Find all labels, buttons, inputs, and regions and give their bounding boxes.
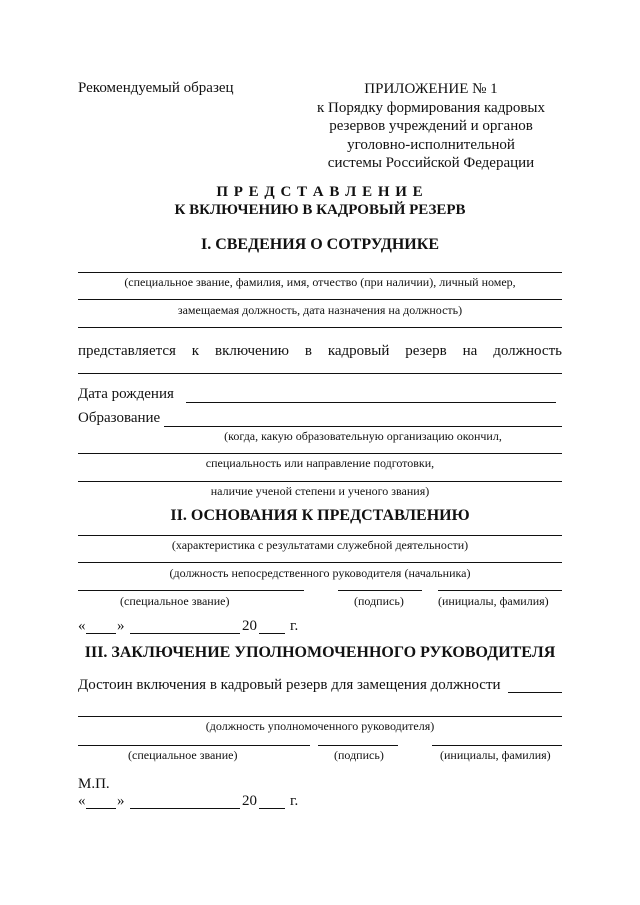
appendix-line: резервов учреждений и органов — [329, 118, 533, 134]
hint-initials: (инициалы, фамилия) — [438, 594, 549, 608]
hint-education-3: наличие ученой степени и ученого звания) — [210, 484, 430, 498]
presented-word: кадровый — [327, 343, 390, 359]
section-1-heading: I. СВЕДЕНИЯ О СОТРУДНИКЕ — [200, 236, 440, 253]
date-open-quote: « — [78, 618, 86, 634]
hint-supervisor: (должность непосредственного руководителя (начальника) — [169, 566, 471, 580]
date-year-line-2[interactable] — [259, 808, 285, 809]
education-label: Образование — [78, 410, 161, 426]
appendix-line: к Порядку формирования кадровых — [317, 99, 545, 116]
hint-rank-2: (специальное звание) — [128, 748, 238, 762]
hint-initials-2: (инициалы, фамилия) — [440, 748, 551, 762]
stamp-label: М.П. — [78, 776, 110, 792]
position-line[interactable] — [78, 299, 562, 300]
signature-line-2[interactable] — [318, 745, 398, 746]
presented-word: в — [304, 343, 312, 359]
date-close-quote-2: » — [117, 793, 125, 809]
worthy-text: Достоин включения в кадровый резерв для замещения должности — [78, 677, 501, 693]
birth-label: Дата рождения — [78, 386, 174, 402]
hint-rank: (специальное звание) — [120, 594, 230, 608]
date-year-line[interactable] — [259, 633, 285, 634]
date-suffix-2: г. — [290, 793, 299, 809]
initials-line-2[interactable] — [432, 745, 562, 746]
hint-signature-2: (подпись) — [334, 748, 384, 762]
document-title: П Р Е Д С Т А В Л Е Н И Е — [216, 184, 424, 200]
presented-word: должность — [493, 343, 562, 359]
extra-line[interactable] — [78, 327, 562, 328]
date-suffix: г. — [290, 618, 299, 634]
initials-line[interactable] — [438, 590, 562, 591]
appendix-block — [300, 80, 562, 173]
section-2-heading: II. ОСНОВАНИЯ К ПРЕДСТАВЛЕНИЮ — [170, 507, 470, 524]
signature-line[interactable] — [338, 590, 422, 591]
rank-line[interactable] — [78, 590, 304, 591]
appendix-line: системы Российской Федерации — [327, 155, 535, 171]
presented-word: представляется — [78, 343, 176, 359]
hint-name: (специальное звание, фамилия, имя, отчество (при наличии), личный номер, — [124, 275, 516, 289]
presented-word: на — [462, 343, 478, 359]
date-close-quote: » — [117, 618, 125, 634]
appendix-line: ПРИЛОЖЕНИЕ № 1 — [364, 81, 498, 97]
hint-education-2: специальность или направление подготовки, — [205, 456, 435, 470]
hint-position: замещаемая должность, дата назначения на должность) — [177, 303, 463, 317]
hint-characteristic: (характеристика с результатами служебной деятельности) — [171, 538, 469, 552]
presented-word: включению — [214, 343, 289, 359]
name-line[interactable] — [78, 272, 562, 273]
date-year-prefix: 20 — [242, 618, 257, 634]
presented-text — [78, 343, 562, 360]
birth-date-line[interactable] — [186, 402, 556, 403]
hint-education-1: (когда, какую образовательную организацию окончил, — [224, 429, 502, 443]
date-month-line[interactable] — [130, 633, 240, 634]
target-position-line[interactable] — [78, 373, 562, 374]
supervisor-line[interactable] — [78, 562, 562, 563]
rank-line-2[interactable] — [78, 745, 310, 746]
education-line[interactable] — [164, 426, 562, 427]
worthy-position-line[interactable] — [508, 692, 562, 693]
hint-signature: (подпись) — [354, 594, 404, 608]
education-line-3[interactable] — [78, 481, 562, 482]
date-year-prefix-2: 20 — [242, 793, 257, 809]
authorized-line[interactable] — [78, 716, 562, 717]
sample-label: Рекомендуемый образец — [78, 80, 234, 96]
education-line-2[interactable] — [78, 453, 562, 454]
characteristic-line[interactable] — [78, 535, 562, 536]
date-open-quote-2: « — [78, 793, 86, 809]
date-day-line-2[interactable] — [86, 808, 116, 809]
hint-authorized: (должность уполномоченного руководителя) — [205, 719, 435, 733]
document-subtitle: К ВКЛЮЧЕНИЮ В КАДРОВЫЙ РЕЗЕРВ — [174, 202, 466, 218]
date-month-line-2[interactable] — [130, 808, 240, 809]
section-3-heading: III. ЗАКЛЮЧЕНИЕ УПОЛНОМОЧЕННОГО РУКОВОДИТЕЛЯ — [84, 644, 556, 661]
appendix-line: уголовно-исполнительной — [347, 136, 515, 153]
presented-word: резерв — [405, 343, 447, 359]
date-day-line[interactable] — [86, 633, 116, 634]
presented-word: к — [191, 343, 200, 359]
